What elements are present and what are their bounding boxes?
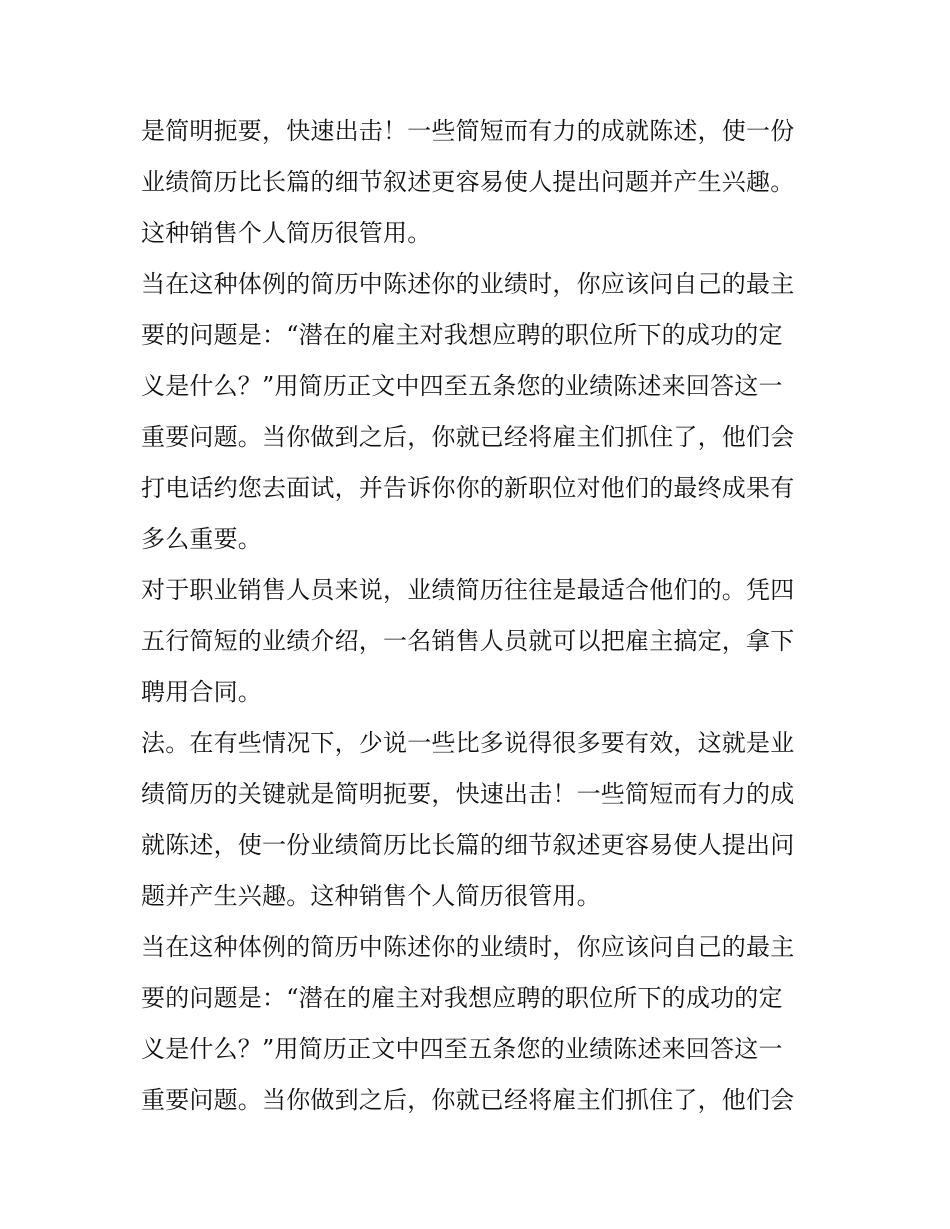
text-line: 当在这种体例的简历中陈述你的业绩时，你应该问自己的最主 — [141, 933, 795, 961]
text-line: 要的问题是：“潜在的雇主对我想应聘的职位所下的成功的定 — [141, 984, 783, 1012]
text-line: 就陈述，使一份业绩简历比长篇的细节叙述更容易使人提出问 — [141, 831, 795, 859]
text-line: 重要问题。当你做到之后，你就已经将雇主们抓住了，他们会 — [141, 423, 795, 451]
text-line: 聘用合同。 — [141, 678, 262, 706]
text-line: 这种销售个人简历很管用。 — [141, 219, 432, 247]
text-line: 绩简历的关键就是简明扼要，快速出击！一些简短而有力的成 — [141, 780, 795, 808]
text-line: 是简明扼要，快速出击！一些简短而有力的成就陈述，使一份 — [141, 117, 795, 145]
text-line: 题并产生兴趣。这种销售个人简历很管用。 — [141, 882, 601, 910]
text-line: 对于职业销售人员来说，业绩简历往往是最适合他们的。凭四 — [141, 576, 795, 604]
text-line: 多么重要。 — [141, 525, 262, 553]
text-line: 要的问题是：“潜在的雇主对我想应聘的职位所下的成功的定 — [141, 321, 783, 349]
text-line: 业绩简历比长篇的细节叙述更容易使人提出问题并产生兴趣。 — [141, 168, 795, 196]
text-line: 五行简短的业绩介绍，一名销售人员就可以把雇主搞定，拿下 — [141, 627, 795, 655]
text-line: 打电话约您去面试，并告诉你你的新职位对他们的最终成果有 — [141, 474, 795, 502]
text-line: 法。在有些情况下，少说一些比多说得很多要有效，这就是业 — [141, 729, 795, 757]
text-line: 重要问题。当你做到之后，你就已经将雇主们抓住了，他们会 — [141, 1086, 795, 1114]
text-line: 义是什么？”用简历正文中四至五条您的业绩陈述来回答这一 — [141, 1035, 783, 1063]
document-body — [141, 106, 821, 1126]
text-line: 当在这种体例的简历中陈述你的业绩时，你应该问自己的最主 — [141, 270, 795, 298]
text-line: 义是什么？”用简历正文中四至五条您的业绩陈述来回答这一 — [141, 372, 783, 400]
